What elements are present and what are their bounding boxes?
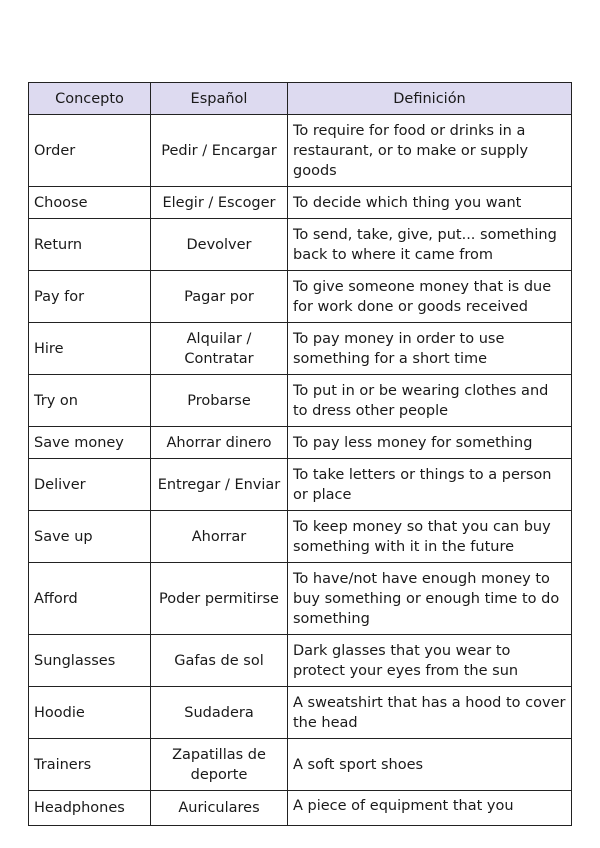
table-row [29,791,572,826]
header-concepto: Concepto [29,83,151,115]
table-row [29,323,572,375]
spanish-cell: Auriculares [151,791,288,826]
spanish-cell: Gafas de sol [151,635,288,687]
table-row [29,511,572,563]
spanish-cell: Pedir / Encargar [151,115,288,187]
concept-cell: Headphones [29,791,151,826]
table-row [29,635,572,687]
concept-cell: Order [29,115,151,187]
definition-cell: To pay less money for something [288,427,572,459]
table-row [29,563,572,635]
table-row [29,187,572,219]
concept-cell: Hire [29,323,151,375]
definition-cell: To pay money in order to use something for a short time [288,323,572,375]
concept-cell: Save up [29,511,151,563]
table-row [29,427,572,459]
table-row [29,271,572,323]
concept-cell: Save money [29,427,151,459]
table-row [29,739,572,791]
spanish-cell: Pagar por [151,271,288,323]
spanish-cell: Alquilar / Contratar [151,323,288,375]
spanish-cell: Entregar / Enviar [151,459,288,511]
definition-cell: To decide which thing you want [288,187,572,219]
table-row [29,375,572,427]
header-espanol: Español [151,83,288,115]
concept-cell: Return [29,219,151,271]
spanish-cell: Devolver [151,219,288,271]
spanish-cell: Zapatillas de deporte [151,739,288,791]
definition-cell: To keep money so that you can buy something with it in the future [288,511,572,563]
concept-cell: Afford [29,563,151,635]
spanish-cell: Sudadera [151,687,288,739]
table-row [29,687,572,739]
concept-cell: Sunglasses [29,635,151,687]
concept-cell: Deliver [29,459,151,511]
spanish-cell: Ahorrar [151,511,288,563]
definition-cell: To send, take, give, put... something back to where it came from [288,219,572,271]
spanish-cell: Ahorrar dinero [151,427,288,459]
definition-cell: To put in or be wearing clothes and to dress other people [288,375,572,427]
definition-cell: To take letters or things to a person or place [288,459,572,511]
spanish-cell: Probarse [151,375,288,427]
concept-cell: Pay for [29,271,151,323]
spanish-cell: Elegir / Escoger [151,187,288,219]
spanish-cell: Poder permitirse [151,563,288,635]
concept-cell: Try on [29,375,151,427]
definition-cell: Dark glasses that you wear to protect your eyes from the sun [288,635,572,687]
definition-cell: To have/not have enough money to buy something or enough time to do something [288,563,572,635]
definition-cell: A soft sport shoes [288,739,572,791]
table-header-row [29,83,572,115]
table-row [29,219,572,271]
table-row [29,115,572,187]
concept-cell: Choose [29,187,151,219]
definition-cell: To give someone money that is due for work done or goods received [288,271,572,323]
concept-cell: Hoodie [29,687,151,739]
definition-cell: To require for food or drinks in a restaurant, or to make or supply goods [288,115,572,187]
definition-cell: A piece of equipment that you [288,791,572,826]
header-definicion: Definición [288,83,572,115]
vocabulary-table [28,82,572,826]
concept-cell: Trainers [29,739,151,791]
table-row [29,459,572,511]
definition-cell: A sweatshirt that has a hood to cover the head [288,687,572,739]
